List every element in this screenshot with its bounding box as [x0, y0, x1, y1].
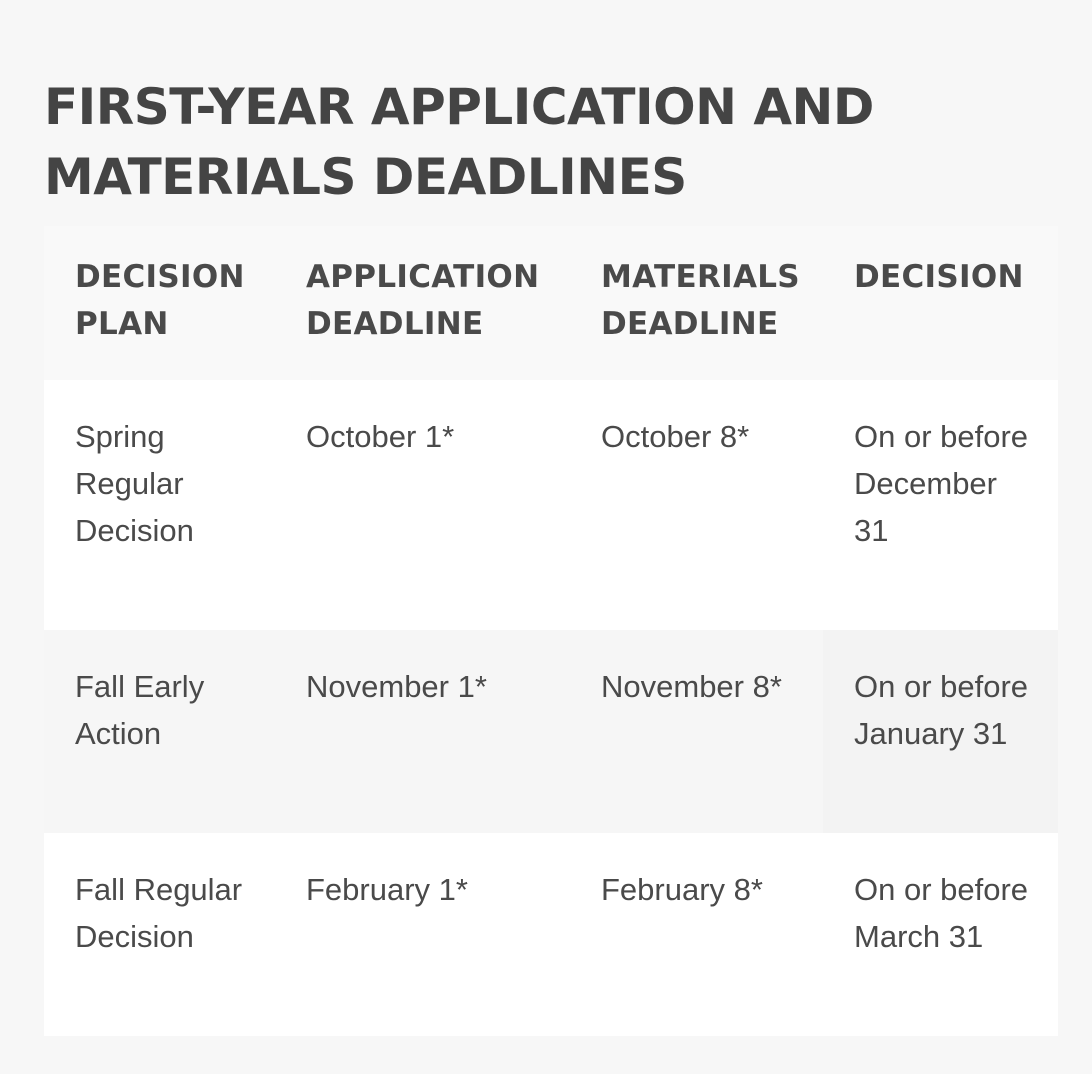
- table-header-row: [44, 226, 1058, 380]
- page-title: [44, 72, 1044, 212]
- cell-decision-plan: Fall Early Action: [44, 630, 275, 833]
- page-title-line-2: MATERIALS DEADLINES: [44, 148, 687, 206]
- table-row: [44, 380, 1058, 630]
- header-materials-deadline: MATERIALS DEADLINE: [570, 226, 823, 380]
- header-decision: DECISION: [823, 226, 1058, 380]
- cell-materials-deadline: November 8*: [570, 630, 823, 833]
- table-row: [44, 630, 1058, 833]
- table-body: [44, 380, 1058, 1036]
- cell-application-deadline: November 1*: [275, 630, 570, 833]
- deadlines-table: [44, 226, 1058, 1036]
- cell-decision-plan: Fall Regular Decision: [44, 833, 275, 1036]
- page-title-line-1: FIRST-YEAR APPLICATION AND: [44, 78, 874, 136]
- cell-application-deadline: February 1*: [275, 833, 570, 1036]
- table-row: [44, 833, 1058, 1036]
- cell-decision: On or before December 31: [823, 380, 1058, 630]
- cell-materials-deadline: October 8*: [570, 380, 823, 630]
- cell-application-deadline: October 1*: [275, 380, 570, 630]
- cell-decision-plan: Spring Regular Decision: [44, 380, 275, 630]
- header-application-deadline: APPLICATION DEADLINE: [275, 226, 570, 380]
- cell-materials-deadline: February 8*: [570, 833, 823, 1036]
- cell-decision: On or before January 31: [823, 630, 1058, 833]
- table-header: [44, 226, 1058, 380]
- cell-decision: On or before March 31: [823, 833, 1058, 1036]
- header-decision-plan: DECISION PLAN: [44, 226, 275, 380]
